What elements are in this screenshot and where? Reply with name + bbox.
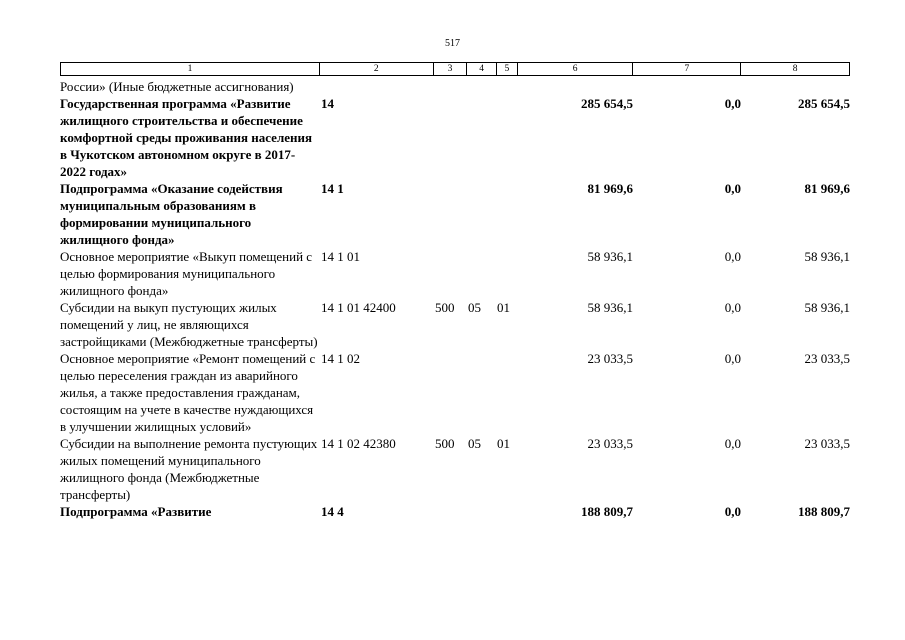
row-vr-code [435,248,468,299]
row-vr-code: 500 [435,436,455,451]
row-subsection-code [497,350,517,435]
row-amount-col-7: 0,0 [724,300,741,315]
header-col-4: 4 [467,63,497,76]
header-col-3: 3 [433,63,467,76]
row-vr-code [435,503,468,520]
row-section-code: 05 [468,436,481,451]
row-amount-col-6: 188 809,7 [581,504,633,519]
budget-table [60,78,850,520]
row-subsection-code [497,95,517,180]
table-row [60,78,850,95]
row-name: Основное мероприятие «Ремонт помещений с целью переселения граждан из аварийного жилья, а также предоставления гражданам, состоящим на учете в качестве нуждающихся в улучшении жилищных условий» [60,351,316,434]
row-amount-col-8: 23 033,5 [804,351,850,366]
page-number: 517 [445,38,460,49]
row-amount-col-7 [633,78,741,95]
row-amount-col-6: 23 033,5 [587,351,633,366]
row-section-code [468,503,497,520]
row-amount-col-7: 0,0 [724,436,741,451]
header-col-6: 6 [517,63,633,76]
row-amount-col-6 [517,78,633,95]
row-name: Подпрограмма «Развитие [60,504,212,519]
table-row [60,503,850,520]
row-subsection-code [497,180,517,248]
row-code [321,78,435,95]
row-name: Субсидии на выкуп пустующих жилых помещений у лиц, не являющихся застройщиками (Межбюджетные трансферты) [60,300,318,349]
table-row [60,248,850,299]
row-amount-col-6: 81 969,6 [587,181,633,196]
row-amount-col-6: 58 936,1 [587,300,633,315]
row-name: Субсидии на выполнение ремонта пустующих жилых помещений муниципального жилищного фонда (Межбюджетные трансферты) [60,436,318,502]
row-amount-col-6: 285 654,5 [581,96,633,111]
row-amount-col-6: 23 033,5 [587,436,633,451]
row-amount-col-8: 23 033,5 [804,436,850,451]
row-amount-col-7: 0,0 [724,504,741,519]
row-vr-code [435,95,468,180]
row-subsection-code: 01 [497,436,510,451]
header-col-8: 8 [741,63,850,76]
row-name: Государственная программа «Развитие жилищного строительства и обеспечение комфортной среды проживания населения в Чукотском автономном округе в 2017-2022 годах» [60,96,313,179]
header-col-5: 5 [496,63,517,76]
row-amount-col-8 [741,78,850,95]
row-amount-col-8: 81 969,6 [804,181,850,196]
row-amount-col-8: 285 654,5 [798,96,850,111]
row-code: 14 4 [321,504,344,519]
column-number-header [60,62,850,76]
row-vr-code [435,350,468,435]
row-section-code [468,95,497,180]
row-amount-col-8: 58 936,1 [804,249,850,264]
row-amount-col-6: 58 936,1 [587,249,633,264]
row-vr-code [435,78,468,95]
row-amount-col-8: 58 936,1 [804,300,850,315]
row-subsection-code: 01 [497,300,510,315]
row-vr-code: 500 [435,300,455,315]
row-name: Основное мероприятие «Выкуп помещений с целью формирования муниципального жилищного фонда» [60,249,313,298]
header-col-7: 7 [633,63,741,76]
row-amount-col-7: 0,0 [724,249,741,264]
row-amount-col-8: 188 809,7 [798,504,850,519]
row-section-code [468,350,497,435]
table-row [60,95,850,180]
row-section-code [468,78,497,95]
row-code: 14 1 01 [321,249,360,264]
header-col-1: 1 [61,63,320,76]
header-col-2: 2 [319,63,433,76]
row-code: 14 1 02 42380 [321,436,396,451]
row-amount-col-7: 0,0 [724,96,741,111]
table-row [60,180,850,248]
row-subsection-code [497,248,517,299]
row-section-code: 05 [468,300,481,315]
row-name: Подпрограмма «Оказание содействия муниципальным образованиям в формировании муниципального жилищного фонда» [60,181,283,247]
row-name: России» (Иные бюджетные ассигнования) [60,79,294,94]
row-amount-col-7: 0,0 [724,351,741,366]
row-code: 14 1 02 [321,351,360,366]
row-code: 14 1 01 42400 [321,300,396,315]
table-row [60,350,850,435]
row-amount-col-7: 0,0 [724,181,741,196]
row-section-code [468,180,497,248]
row-code: 14 [321,96,334,111]
row-code: 14 1 [321,181,344,196]
table-row [60,435,850,503]
row-section-code [468,248,497,299]
row-subsection-code [497,503,517,520]
table-row [60,299,850,350]
row-vr-code [435,180,468,248]
row-subsection-code [497,78,517,95]
